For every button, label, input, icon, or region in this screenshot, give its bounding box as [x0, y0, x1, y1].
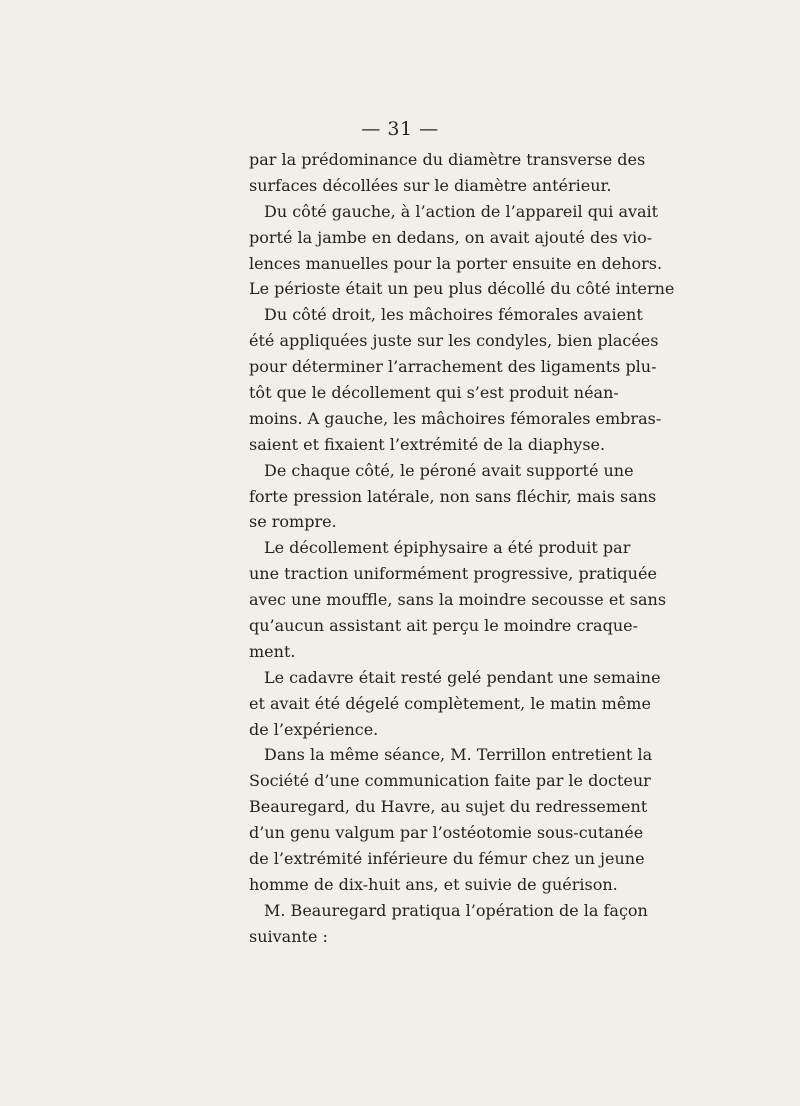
text-line: M. Beauregard pratiqua l’opération de la façon — [264, 900, 648, 920]
page-number: — 31 — — [361, 118, 439, 140]
text-line: Du côté gauche, à l’action de l’appareil qui avait — [264, 201, 659, 221]
text-line: De chaque côté, le péroné avait supporté une — [264, 460, 634, 480]
text-line: Beauregard, du Havre, au sujet du redressement — [249, 797, 648, 817]
text-line: porté la jambe en dedans, on avait ajouté des vio- — [249, 227, 653, 247]
text-line: avec une mouffle, sans la moindre secousse et sans — [249, 590, 667, 610]
text-line: Le décollement épiphysaire a été produit par — [264, 538, 631, 558]
text-line: pour déterminer l’arrachement des ligaments plu- — [249, 357, 657, 377]
text-line: suivante : — [249, 926, 328, 946]
text-line: et avait été dégelé complètement, le matin même — [249, 693, 651, 713]
text-line: Le cadavre était resté gelé pendant une semaine — [264, 667, 661, 687]
text-line: Du côté droit, les mâchoires fémorales avaient — [264, 305, 643, 325]
text-line: tôt que le décollement qui s’est produit néan- — [249, 383, 619, 403]
text-line: homme de dix-huit ans, et suivie de guérison. — [249, 874, 618, 894]
text-line: Le périoste était un peu plus décollé du côté interne — [249, 279, 675, 299]
text-line: surfaces décollées sur le diamètre antérieur. — [249, 175, 612, 195]
text-line: été appliquées juste sur les condyles, bien placées — [249, 331, 659, 351]
text-line: forte pression latérale, non sans fléchir, mais sans — [249, 486, 657, 506]
text-line: Société d’une communication faite par le docteur — [249, 771, 651, 791]
text-line: une traction uniformément progressive, pratiquée — [249, 564, 657, 584]
text-line: par la prédominance du diamètre transverse des — [249, 150, 646, 169]
text-line: lences manuelles pour la porter ensuite en dehors. — [249, 253, 663, 273]
text-line: se rompre. — [249, 512, 337, 532]
text-line: de l’expérience. — [249, 719, 379, 739]
text-line: ment. — [249, 641, 296, 661]
text-line: Dans la même séance, M. Terrillon entretient la — [264, 745, 653, 765]
text-line: moins. A gauche, les mâchoires fémorales embras- — [249, 408, 662, 428]
body-text — [249, 147, 675, 950]
text-line: de l’extrémité inférieure du fémur chez un jeune — [249, 849, 645, 869]
text-line: saient et fixaient l’extrémité de la diaphyse. — [249, 434, 606, 454]
text-line: d’un genu valgum par l’ostéotomie sous-cutanée — [249, 823, 644, 843]
text-line: qu’aucun assistant ait perçu le moindre craque- — [249, 616, 639, 636]
